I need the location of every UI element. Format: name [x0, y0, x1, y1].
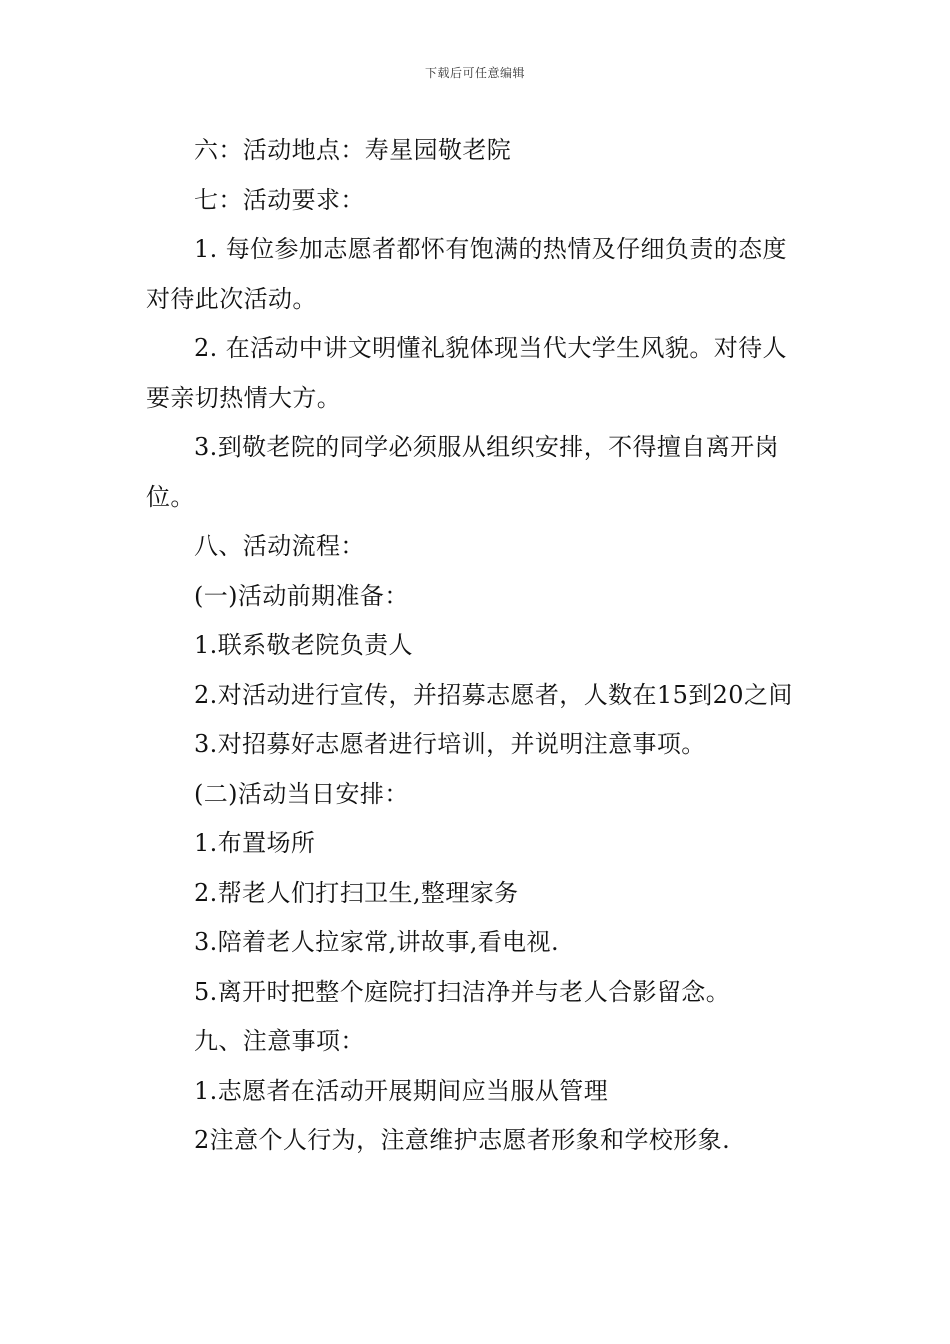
page-header: 下载后可任意编辑 [424, 66, 525, 80]
paragraph-notes-heading: 九、注意事项： [194, 1027, 365, 1055]
paragraph-day-5: 5.离开时把整个庭院打扫洁净并与老人合影留念。 [194, 977, 731, 1006]
paragraph-requirement-1: 1. 每位参加志愿者都怀有饱满的热情及仔细负责的态度对待此次活动。 [146, 235, 787, 313]
paragraph-location: 六：活动地点：寿星园敬老院 [194, 136, 512, 164]
paragraph-day-heading: (二)活动当日安排： [194, 779, 409, 808]
paragraph-preparation-heading: (一)活动前期准备： [194, 581, 409, 610]
paragraph-note-2: 2注意个人行为，注意维护志愿者形象和学校形象. [194, 1126, 731, 1154]
paragraph-day-2: 2.帮老人们打扫卫生,整理家务 [194, 878, 519, 907]
paragraph-preparation-2: 2.对活动进行宣传，并招募志愿者，人数在15到20之间 [194, 680, 793, 709]
paragraph-day-1: 1.布置场所 [194, 829, 316, 857]
paragraph-day-3: 3.陪着老人拉家常,讲故事,看电视. [194, 928, 559, 956]
paragraph-note-1: 1.志愿者在活动开展期间应当服从管理 [194, 1076, 609, 1105]
document-body [146, 126, 810, 1166]
paragraph-preparation-1: 1.联系敬老院负责人 [194, 631, 413, 659]
paragraph-requirements-heading: 七：活动要求： [194, 185, 365, 214]
paragraph-preparation-3: 3.对招募好志愿者进行培训，并说明注意事项。 [194, 730, 706, 758]
paragraph-process-heading: 八、活动流程： [194, 532, 365, 560]
paragraph-requirement-3: 3.到敬老院的同学必须服从组织安排，不得擅自离开岗位。 [146, 433, 779, 511]
paragraph-requirement-2: 2. 在活动中讲文明懂礼貌体现当代大学生风貌。对待人要亲切热情大方。 [146, 334, 787, 412]
